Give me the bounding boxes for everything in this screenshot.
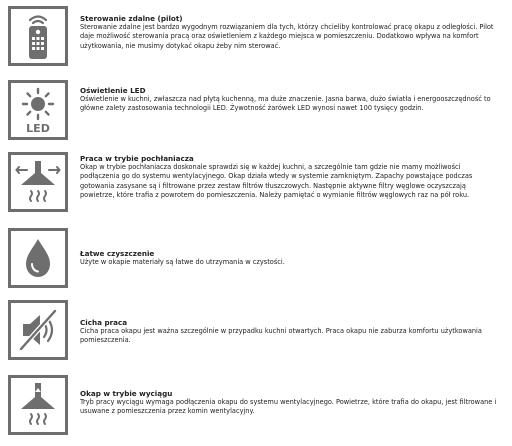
feature-description: Okap w trybie pochłaniacza doskonale sprawdzi się w każdej kuchni, a szczególnie tam gdzie nie mamy możliwości podłączenia go do systemu wentylacyjnego. Okap działa wtedy w systemie zamkniętym. Zapachy powstające podczas gotowania zasysane są i filtrowane przez zestaw filtrów tłuszczowych. Następnie aktywne filtry węglowe oczyszczają powietrze, które trafia z powrotem do pomieszczenia. Należy pamiętać o wymianie filtrów węglowych raz na pół roku. bbox=[80, 163, 473, 200]
quiet-mute-icon bbox=[8, 300, 68, 360]
feature-title: Sterowanie zdalne (pilot) bbox=[80, 14, 183, 23]
led-sun-icon bbox=[8, 80, 68, 140]
feature-description: Oświetlenie w kuchni, zwłaszcza nad płytą kuchenną, ma duże znaczenie. Jasna barwa, dużo światła i energooszczędność to główne zalety zastosowania technologii LED. Żywotność żarówek LED wynosi nawet 100 tysięcy godzin. bbox=[80, 95, 491, 113]
led-label: LED bbox=[26, 122, 50, 135]
remote-control-icon bbox=[8, 6, 68, 66]
feature-description: Sterowanie zdalne jest bardzo wygodnym rozwiązaniem dla tych, którzy chcieliby kontrolować pracę okapu z odległości. Pilot daje możliwość sterowania pracą oraz oświetleniem z każdego miejsca w pomieszczeniu. Dodatkowo wpływa na komfort użytkowania, nie musimy dotykać okapu żeby nim sterować. bbox=[80, 23, 494, 50]
feature-title: Cicha praca bbox=[80, 318, 128, 327]
recirculation-hood-icon bbox=[8, 152, 68, 212]
feature-description: Użyte w okapie materiały są łatwe do utrzymania w czystości. bbox=[80, 258, 285, 266]
feature-title: Oświetlenie LED bbox=[80, 86, 146, 95]
extraction-hood-icon bbox=[8, 375, 68, 435]
feature-title: Praca w trybie pochłaniacza bbox=[80, 154, 194, 163]
feature-description: Tryb pracy wyciągu wymaga podłączenia okapu do systemu wentylacyjnego. Powietrze, które trafia do okapu, jest filtrowane i usuwane z pomieszczenia przez komin wentylacyjny. bbox=[80, 398, 497, 416]
feature-description: Cicha praca okapu jest ważna szczególnie w przypadku kuchni otwartych. Praca okapu nie zaburza komfortu użytkowania pomieszczenia. bbox=[80, 327, 482, 345]
water-drop-icon bbox=[8, 228, 68, 288]
feature-title: Łatwe czyszczenie bbox=[80, 249, 155, 258]
feature-title: Okap w trybie wyciągu bbox=[80, 389, 173, 398]
